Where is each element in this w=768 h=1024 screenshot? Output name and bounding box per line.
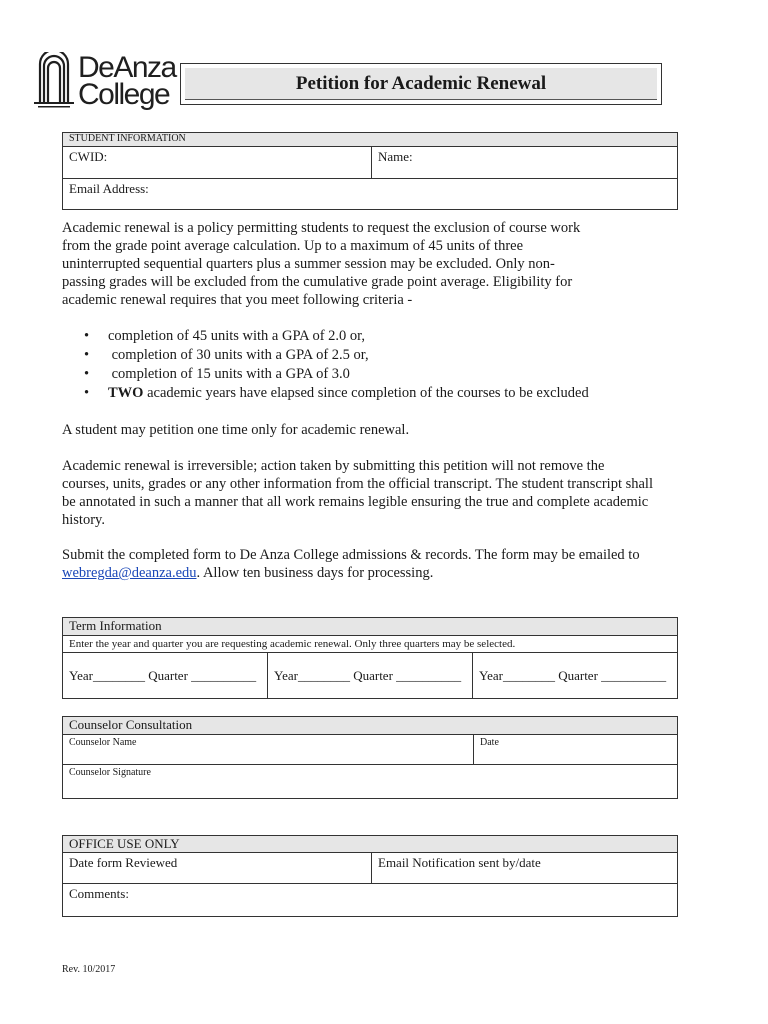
criteria-text-3: completion of 15 units with a GPA of 3.0 [108, 366, 350, 382]
intro-line-2: from the grade point average calculation. Up to a maximum of 45 units of three [62, 238, 524, 254]
counselor-signature-label: Counselor Signature [69, 767, 151, 778]
counselor-name-row [63, 734, 677, 764]
bullet-icon: • [84, 385, 90, 401]
bullet-icon: • [84, 366, 90, 382]
irreversible-paragraph [62, 457, 682, 529]
criteria-item-4 [84, 384, 684, 403]
student-information-table [62, 132, 678, 210]
date-reviewed-field[interactable] [63, 853, 371, 883]
intro-line-3: uninterrupted sequential quarters plus a summer session may be excluded. Only non- [62, 256, 555, 272]
criteria-list [84, 327, 684, 403]
counselor-name-field[interactable] [63, 735, 473, 764]
criteria-item-2 [84, 346, 684, 365]
term-instructions-row [63, 635, 677, 652]
office-use-table [62, 835, 678, 917]
counselor-consultation-header: Counselor Consultation [69, 717, 193, 732]
comments-field[interactable] [63, 884, 677, 916]
criteria-text-4: academic years have elapsed since completion of the courses to be excluded [143, 385, 589, 401]
comments-label: Comments: [69, 886, 129, 901]
counselor-signature-row [63, 764, 677, 798]
name-label: Name: [378, 149, 413, 164]
college-arch-icon [32, 52, 76, 110]
cwid-field[interactable] [63, 147, 371, 178]
comments-row [63, 883, 677, 916]
office-header-row [63, 836, 677, 852]
counselor-signature-field[interactable] [63, 765, 677, 798]
date-reviewed-label: Date form Reviewed [69, 855, 178, 870]
criteria-text-1: completion of 45 units with a GPA of 2.0 or, [108, 328, 366, 344]
counselor-name-label: Counselor Name [69, 737, 137, 748]
criteria-text-2: completion of 30 units with a GPA of 2.5 or, [108, 347, 369, 363]
office-use-header: OFFICE USE ONLY [69, 836, 180, 851]
term-information-header-row [63, 618, 677, 635]
title-box [180, 63, 662, 105]
intro-line-4: passing grades will be excluded from the cumulative grade point average. Eligibility for [62, 274, 573, 290]
term-slot-2[interactable]: Year________ Quarter __________ [267, 653, 472, 698]
counselor-date-label: Date [480, 737, 499, 748]
submit-line-1: Submit the completed form to De Anza College admissions & records. The form may be emailed to [62, 547, 640, 563]
email-notification-label: Email Notification sent by/date [378, 855, 541, 870]
term-information-table [62, 617, 678, 699]
email-link[interactable]: webregda@deanza.edu [62, 565, 197, 581]
email-field[interactable] [63, 179, 677, 209]
counselor-date-field[interactable] [473, 735, 677, 764]
counselor-consultation-table [62, 716, 678, 799]
student-information-header: STUDENT INFORMATION [69, 133, 186, 144]
logo-line-2: College [78, 78, 170, 111]
term-instructions: Enter the year and quarter you are requesting academic renewal. Only three quarters may be selected. [69, 638, 516, 650]
irreversible-line-1: Academic renewal is irreversible; action taken by submitting this petition will not remove the [62, 458, 605, 474]
term-information-header: Term Information [69, 618, 162, 633]
page-title: Petition for Academic Renewal [185, 68, 657, 100]
revision-date: Rev. 10/2017 [62, 964, 116, 975]
counselor-header-row [63, 717, 677, 734]
term-slot-1[interactable]: Year________ Quarter __________ [69, 667, 257, 683]
email-notification-field[interactable] [371, 853, 677, 883]
cwid-label: CWID: [69, 149, 108, 164]
email-row [63, 178, 677, 209]
intro-line-5: academic renewal requires that you meet following criteria - [62, 292, 413, 308]
criteria-item-1 [84, 327, 684, 346]
criteria-item-3 [84, 365, 684, 384]
deanza-logo [32, 52, 174, 112]
bullet-icon: • [84, 328, 90, 344]
email-label: Email Address: [69, 181, 149, 196]
student-id-row [63, 146, 677, 178]
intro-paragraph [62, 219, 682, 309]
student-information-header-row [63, 133, 677, 146]
bullet-icon: • [84, 347, 90, 363]
submit-paragraph [62, 546, 682, 582]
irreversible-line-2: courses, units, grades or any other information from the official transcript. The student transcript shall [62, 476, 653, 492]
term-slot-3[interactable]: Year________ Quarter __________ [472, 653, 677, 698]
logo-line-1: DeAnza [78, 51, 176, 84]
criteria-text-4-bold: TWO [108, 385, 144, 401]
intro-line-1: Academic renewal is a policy permitting students to request the exclusion of course work [62, 220, 581, 236]
term-slots-row [63, 652, 677, 698]
office-review-row [63, 852, 677, 883]
submit-line-2: . Allow ten business days for processing. [196, 565, 434, 581]
irreversible-line-3: be annotated in such a manner that all work remains legible ensuring the true and complete academic [62, 494, 649, 510]
one-time-note: A student may petition one time only for academic renewal. [62, 422, 410, 438]
irreversible-line-4: history. [62, 512, 105, 528]
name-field[interactable] [371, 147, 677, 178]
